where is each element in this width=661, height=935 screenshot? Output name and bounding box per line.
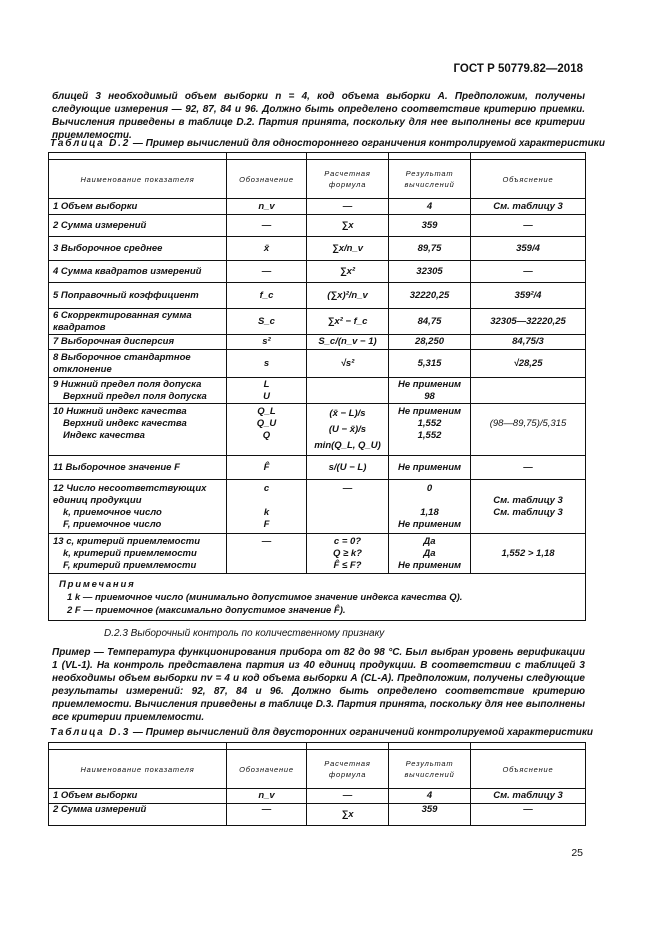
cell-symbol: x̄: [227, 237, 307, 261]
table-d2-caption-text: — Пример вычислений для одностороннего ограничения контролируемой характеристики: [132, 138, 605, 149]
cell-formula: ∑x² − f_c: [307, 309, 389, 335]
column-header: Расчетная формула: [307, 160, 389, 199]
cell-line: k, критерий приемлемости: [63, 548, 197, 559]
cell-line: 98: [424, 390, 435, 402]
cell-line: См. таблицу 3: [493, 507, 563, 518]
cell-formula: —: [307, 480, 389, 534]
cell-result: 32220,25: [389, 283, 471, 309]
cell-symbol: s: [227, 350, 307, 378]
cell-formula: —: [307, 199, 389, 215]
table-row: [49, 199, 586, 215]
page-number: 25: [571, 847, 583, 859]
table-d3-caption: [50, 727, 594, 738]
cell-symbol: S_c: [227, 309, 307, 335]
cell-result: [389, 534, 471, 574]
cell-explanation: [471, 378, 586, 404]
cell-explanation: 84,75/3: [471, 335, 586, 350]
table-d3-header-row: [49, 750, 586, 789]
cell-name: 4 Сумма квадратов измерений: [49, 261, 227, 283]
cell-line: F: [263, 519, 270, 530]
note-1: 1 k — приемочное число (минимально допустимое значение индекса качества Q).: [67, 592, 463, 603]
cell-symbol: f_c: [227, 283, 307, 309]
cell-result: [389, 378, 471, 404]
cell-name: [49, 378, 227, 404]
table-row: [49, 534, 586, 574]
cell-explanation: √28,25: [471, 350, 586, 378]
cell-name: 5 Поправочный коэффициент: [49, 283, 227, 309]
table-notes-row: [49, 574, 586, 621]
cell-line: Индекс качества: [63, 430, 145, 441]
note-2: 2 F — приемочное (максимально допустимое значение F̂).: [67, 605, 346, 616]
cell-name: 2 Сумма измерений: [49, 215, 227, 237]
cell-formula: ∑x: [307, 215, 389, 237]
cell-name: 11 Выборочное значение F: [49, 456, 227, 480]
cell-line: Q: [262, 430, 271, 441]
cell-result: 89,75: [389, 237, 471, 261]
cell-symbol: [227, 480, 307, 534]
cell-symbol: —: [227, 804, 307, 826]
cell-line: Q ≥ k?: [333, 548, 362, 559]
cell-line: 13 c, критерий приемлемости: [53, 536, 200, 547]
cell-result: 5,315: [389, 350, 471, 378]
cell-line: k: [263, 507, 270, 518]
cell-formula: ∑x²: [307, 261, 389, 283]
cell-line: Не применим: [397, 519, 462, 530]
table-row: [49, 404, 586, 456]
cell-explanation: 32305—32220,25: [471, 309, 586, 335]
cell-name: 7 Выборочная дисперсия: [49, 335, 227, 350]
column-header: Наименование показателя: [49, 160, 227, 199]
cell-name: 2 Сумма измерений: [49, 804, 227, 826]
column-header: Обозначение: [227, 750, 307, 789]
table-d3-caption-label: Таблица D.3: [50, 727, 131, 738]
cell-line: Не применим: [397, 560, 462, 571]
column-header: Наименование показателя: [49, 750, 227, 789]
table-row: [49, 480, 586, 534]
cell-result: Не применим: [389, 456, 471, 480]
table-d3-caption-text: — Пример вычислений для двусторонних ограничений контролируемой характеристики: [132, 727, 594, 738]
table-d2-caption-label: Таблица D.2: [50, 138, 131, 149]
cell-symbol: [227, 404, 307, 456]
cell-name: [49, 404, 227, 456]
table-row: [49, 237, 586, 261]
table-d2-header-row: [49, 160, 586, 199]
cell-line: L: [263, 378, 270, 390]
cell-symbol: [227, 378, 307, 404]
table-row: [49, 804, 586, 826]
cell-result: 359: [389, 215, 471, 237]
cell-line: Верхний предел поля допуска: [63, 390, 207, 402]
cell-line: c: [263, 483, 270, 494]
cell-symbol: —: [227, 261, 307, 283]
cell-line: (x̄ − L)/s: [329, 408, 366, 419]
cell-result: 4: [389, 199, 471, 215]
table-row: [49, 456, 586, 480]
cell-formula: ∑x: [307, 804, 389, 826]
cell-explanation: См. таблицу 3: [471, 199, 586, 215]
table-row: [49, 309, 586, 335]
table-d3: [48, 742, 586, 826]
cell-line: k, приемочное число: [63, 507, 162, 518]
cell-explanation: (98—89,75)/5,315: [471, 404, 586, 456]
cell-explanation: —: [471, 261, 586, 283]
cell-line: 10 Нижний индекс качества: [53, 406, 187, 417]
cell-line: 1,18: [420, 507, 439, 518]
cell-formula: —: [307, 789, 389, 804]
cell-formula: [307, 404, 389, 456]
table-row: [49, 789, 586, 804]
cell-line: U: [263, 390, 270, 402]
cell-result: 28,250: [389, 335, 471, 350]
table-row: [49, 378, 586, 404]
cell-formula: s/(U − L): [307, 456, 389, 480]
cell-line: F, приемочное число: [63, 519, 162, 530]
cell-formula: (∑x)²/n_v: [307, 283, 389, 309]
cell-explanation: —: [471, 456, 586, 480]
notes-title: Примечания: [59, 579, 136, 590]
column-header: Расчетная формула: [307, 750, 389, 789]
table-row: [49, 335, 586, 350]
cell-result: 32305: [389, 261, 471, 283]
table-row: [49, 215, 586, 237]
cell-line: 1,552: [417, 430, 442, 441]
cell-explanation: 1,552 > 1,18: [471, 534, 586, 574]
cell-formula: [307, 534, 389, 574]
table-row: [49, 283, 586, 309]
cell-formula: ∑x/n_v: [307, 237, 389, 261]
table-d2: [48, 152, 586, 621]
cell-explanation: [471, 480, 586, 534]
cell-name: [49, 534, 227, 574]
cell-symbol: n_v: [227, 199, 307, 215]
cell-result: [389, 480, 471, 534]
table-row: [49, 261, 586, 283]
cell-line: Да: [423, 548, 436, 559]
cell-symbol: —: [227, 534, 307, 574]
cell-line: Q_U: [256, 418, 277, 429]
cell-explanation: —: [471, 804, 586, 826]
cell-line: Q_L: [257, 406, 276, 417]
cell-line: F̂ ≤ F?: [333, 560, 362, 571]
cell-name: 6 Скорректированная сумма квадратов: [49, 309, 227, 335]
cell-name: 1 Объем выборки: [49, 199, 227, 215]
table-notes: [49, 574, 586, 621]
cell-result: 4: [389, 789, 471, 804]
cell-line: Не применим: [397, 378, 462, 390]
cell-formula: √s²: [307, 350, 389, 378]
cell-name: 3 Выборочное среднее: [49, 237, 227, 261]
cell-result: 359: [389, 804, 471, 826]
cell-symbol: n_v: [227, 789, 307, 804]
cell-symbol: s²: [227, 335, 307, 350]
document-code: ГОСТ Р 50779.82—2018: [453, 63, 583, 75]
cell-line: F, критерий приемлемости: [63, 560, 197, 571]
table-d2-caption: [50, 138, 605, 149]
cell-line: min(Q_L, Q_U): [314, 440, 381, 451]
cell-line: c = 0?: [333, 536, 362, 547]
cell-formula: S_c/(n_v − 1): [307, 335, 389, 350]
cell-name: 8 Выборочное стандартное отклонение: [49, 350, 227, 378]
cell-formula: [307, 378, 389, 404]
cell-line: 9 Нижний предел поля допуска: [53, 378, 202, 390]
cell-line: 12 Число несоответствующих единиц продукции: [53, 483, 207, 506]
table-row: [49, 350, 586, 378]
cell-line: Верхний индекс качества: [63, 418, 187, 429]
column-header: Результат вычислений: [389, 750, 471, 789]
cell-line: 1,552: [417, 418, 442, 429]
cell-line: (U − x̄)/s: [328, 424, 367, 435]
cell-result: 84,75: [389, 309, 471, 335]
intro-paragraph: блицей 3 необходимый объем выборки n = 4, код объема выборки А. Предположим, получены следующие измерения — 92, 87, 84 и 96. Должно быть определено соответствие критерию приемки. Вычисления приведены в таблице D.2. Партия принята, поскольку для нее выполнены все критерии приемлемости.: [52, 91, 585, 141]
cell-line: Не применим: [397, 406, 462, 417]
cell-explanation: 359²/4: [471, 283, 586, 309]
column-header: Объяснение: [471, 750, 586, 789]
column-header: Объяснение: [471, 160, 586, 199]
cell-symbol: —: [227, 215, 307, 237]
column-header: Обозначение: [227, 160, 307, 199]
cell-symbol: F̂: [227, 456, 307, 480]
cell-explanation: См. таблицу 3: [471, 789, 586, 804]
cell-explanation: 359/4: [471, 237, 586, 261]
section-heading: D.2.3 Выборочный контроль по количественному признаку: [104, 628, 385, 639]
cell-line: См. таблицу 3: [493, 495, 563, 506]
cell-line: Да: [423, 536, 436, 547]
cell-name: [49, 480, 227, 534]
cell-name: 1 Объем выборки: [49, 789, 227, 804]
column-header: Результат вычислений: [389, 160, 471, 199]
cell-explanation: —: [471, 215, 586, 237]
cell-result: [389, 404, 471, 456]
example-paragraph: Пример — Температура функционирования прибора от 82 до 98 °С. Был выбран уровень верификации 1 (VL-1). На контроль представлена партия из 40 единиц продукции. В соответствии с таблицей 3 необходимы объем выборки nv = 4 и код объема выборки А (CL-A). Предположим, получены следующие результаты измерений: 92, 87, 84 и 96. Должно быть определено соответствие критерию приемлемости. Вычисления приведены в таблице D.3. Партия принята, поскольку для нее выполнены все критерии приемлемости.: [52, 647, 585, 723]
cell-line: 0: [426, 483, 433, 494]
